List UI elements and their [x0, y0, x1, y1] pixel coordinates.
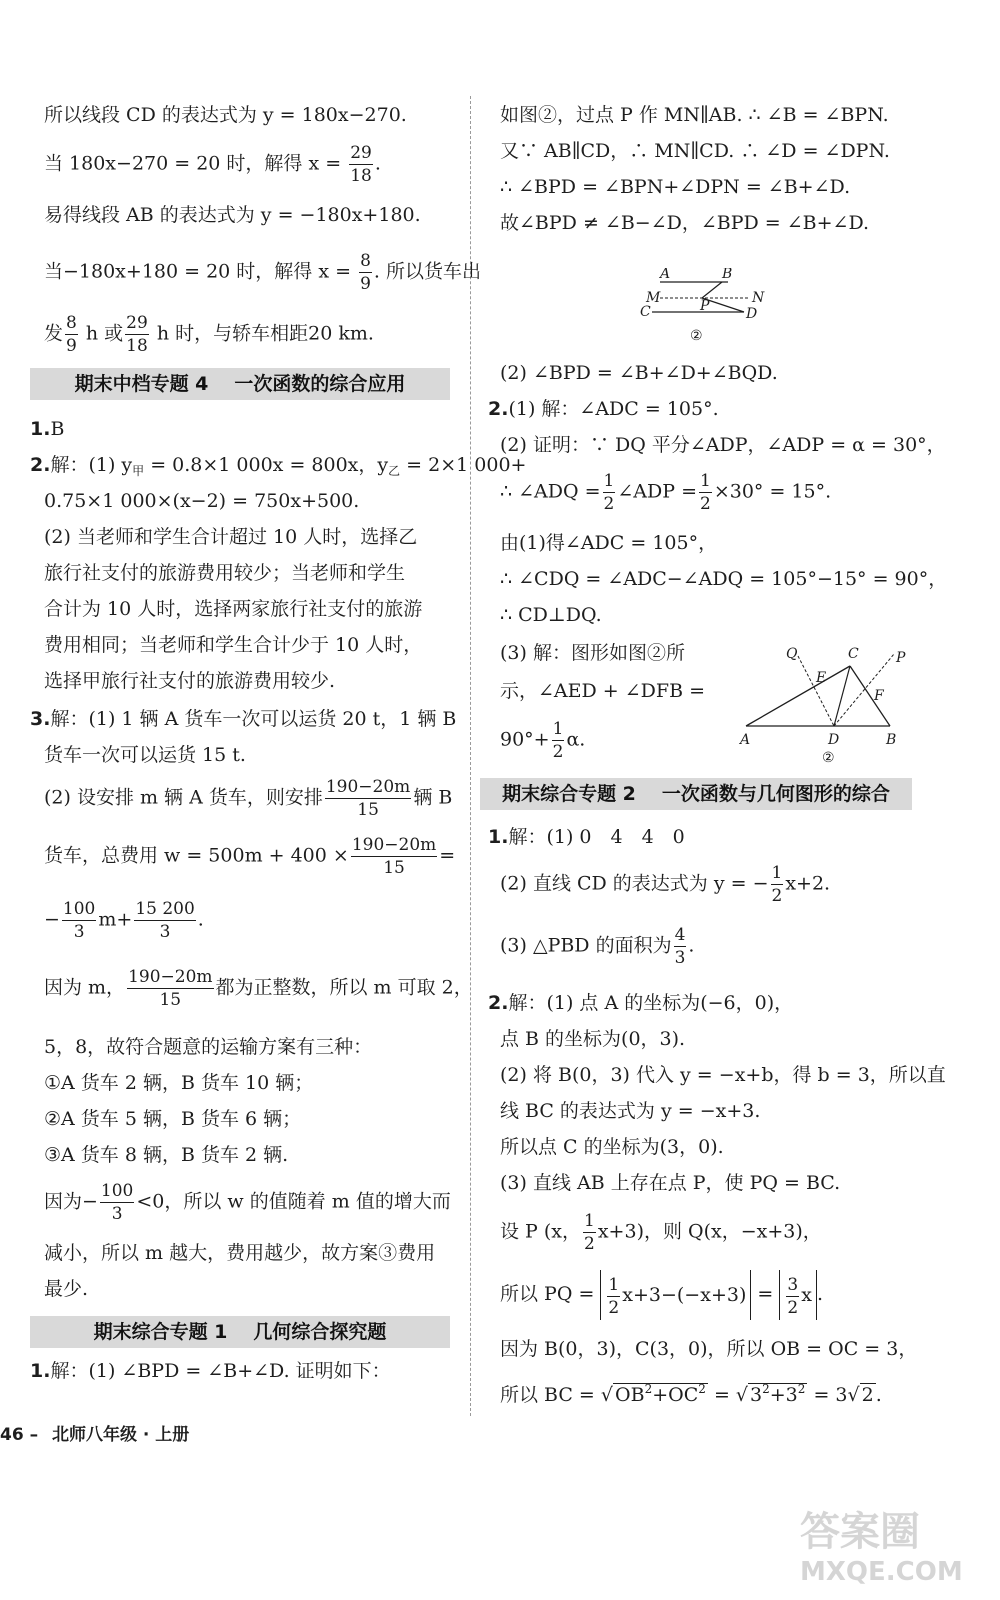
text-line: 因为− $\frac{100}{3}$ <0，所以 w 的值随着 m 值的增大而	[44, 1181, 451, 1224]
figure-triangle	[736, 642, 916, 766]
label-B: B	[722, 268, 733, 282]
text-line: (3) 直线 AB 上存在点 P，使 PQ = BC.	[500, 1172, 841, 1194]
text-line: 合计为 10 人时，选择两家旅行社支付的旅游	[44, 598, 423, 620]
text-line: ①A 货车 2 辆，B 货车 10 辆；	[44, 1072, 314, 1094]
label-F: F	[874, 688, 884, 704]
text-line: 因为 B(0，3)，C(3，0)，所以 OB = OC = 3，	[500, 1338, 918, 1360]
label-N: N	[752, 290, 765, 306]
text-line: 所以 PQ = $\frac{1}{2}$ x+3−(−x+3) = $\frac{3}{2}$ x .	[500, 1270, 823, 1320]
text-line: 货车，总费用 w = 500m + 400 × $\frac{190-20m}{15}$ =	[44, 835, 456, 878]
text-line: (2) 将 B(0，3) 代入 y = −x+b，得 b = 3，所以直	[500, 1064, 946, 1086]
label-A: A	[740, 732, 751, 748]
label-C: C	[848, 646, 859, 662]
text-line: 货车一次可以运货 15 t.	[44, 744, 246, 766]
text-line: ②A 货车 5 辆，B 货车 6 辆；	[44, 1108, 302, 1130]
text-line: 因为 m， $\frac{190-20m}{15}$ 都为正整数，所以 m 可取 2，	[44, 967, 473, 1010]
text-line: 设 P (x， $\frac{1}{2}$ x+3)，则 Q(x，−x+3)，	[500, 1211, 822, 1254]
text-line: 又∵ AB∥CD，∴ MN∥CD. ∴ ∠D = ∠DPN.	[500, 140, 890, 162]
text-line: − $\frac{100}{3}$ m+ $\frac{15 200}{3}$ .	[44, 899, 204, 942]
text-line: 发 $\frac{8}{9}$ h 或 $\frac{29}{18}$ h 时，与轿车相距20 km.	[44, 313, 374, 356]
text-line: ∴ ∠BPD = ∠BPN+∠DPN = ∠B+∠D.	[500, 176, 851, 198]
section-heading: 期末综合专题 1 几何综合探究题	[30, 1316, 450, 1348]
text-line: (2) 证明：∵ DQ 平分∠ADP，∠ADP = α = 30°，	[500, 434, 946, 456]
section-heading: 期末综合专题 2 一次函数与几何图形的综合	[480, 778, 912, 810]
text-line: ∴ ∠ADQ = $\frac{1}{2}$ ∠ADP = $\frac{1}{2}$ ×30° = 15°.	[500, 471, 832, 514]
text-line: (2) ∠BPD = ∠B+∠D+∠BQD.	[500, 362, 778, 384]
text-line: (2) 当老师和学生合计超过 10 人时，选择乙	[44, 526, 418, 548]
label-P: P	[700, 298, 710, 314]
text-line: (3) 解：图形如图②所	[500, 642, 685, 664]
label-M: M	[646, 290, 661, 306]
fraction: $\frac{15 200}{3}$	[135, 899, 195, 942]
text-line: 由(1)得∠ADC = 105°，	[500, 532, 718, 554]
absolute-value: $\frac{1}{2}$ x+3−(−x+3)	[600, 1270, 751, 1320]
text-line: 示，∠AED + ∠DFB =	[500, 680, 706, 702]
fraction: $\frac{8}{9}$	[66, 313, 77, 356]
figure-parallel-lines	[638, 268, 778, 350]
text-line: 旅行社支付的旅游费用较少；当老师和学生	[44, 562, 406, 584]
text-line: 点 B 的坐标为(0，3).	[500, 1028, 686, 1050]
question-1: 1.B	[30, 418, 65, 440]
label-D: D	[828, 732, 840, 748]
text-line: 最少.	[44, 1278, 89, 1300]
fraction: $\frac{8}{9}$	[360, 251, 371, 294]
question-3: 3.解：(1) 1 辆 A 货车一次可以运货 20 t，1 辆 B	[30, 708, 457, 730]
question-1: 1.解：(1) 0 4 4 0	[488, 826, 685, 848]
text-line: 当−180x+180 = 20 时，解得 x = $\frac{8}{9}$ . 所以货车出	[44, 251, 481, 294]
fraction: $\frac{190-20m}{15}$	[325, 777, 411, 820]
text-line: 线 BC 的表达式为 y = −x+3.	[500, 1100, 761, 1122]
fraction: $\frac{4}{3}$	[674, 925, 686, 968]
question-2: 2.(1) 解：∠ADC = 105°.	[488, 398, 719, 420]
figure-caption: ②	[822, 750, 835, 766]
text-line: 故∠BPD ≠ ∠B−∠D，∠BPD = ∠B+∠D.	[500, 212, 870, 234]
text-line: 易得线段 AB 的表达式为 y = −180x+180.	[44, 204, 421, 226]
question-2: 2.解：(1) 点 A 的坐标为(−6，0)，	[488, 992, 794, 1014]
label-Q: Q	[786, 646, 798, 662]
watermark-logo: 答案圈 MXQE.COM	[800, 1509, 963, 1587]
geometry-question-1: 1.解：(1) ∠BPD = ∠B+∠D. 证明如下：	[30, 1360, 391, 1382]
text-line: 减小，所以 m 越大，费用越少，故方案③费用	[44, 1242, 436, 1264]
text-line: 所以 BC = √ $OB^2+OC^2$ = √ $3^2+3^2 = 3√$ 2 .	[500, 1382, 882, 1406]
fraction: $\frac{1}{2}$	[552, 719, 564, 762]
fraction: $\frac{29}{18}$	[126, 313, 148, 356]
text-line: 90°+ $\frac{1}{2}$ α.	[500, 719, 586, 762]
text-line: ③A 货车 8 辆，B 货车 2 辆.	[44, 1144, 289, 1166]
fraction: $\frac{1}{2}$	[584, 1211, 595, 1254]
text-line: ∴ CD⊥DQ.	[500, 604, 602, 626]
label-C: C	[640, 304, 651, 320]
text-line: 当 180x−270 = 20 时，解得 x = $\frac{29}{18}$ .	[44, 143, 381, 186]
text-line: (2) 直线 CD 的表达式为 y = − $\frac{1}{2}$ x+2.	[500, 863, 831, 906]
absolute-value: $\frac{3}{2}$ x	[779, 1270, 817, 1320]
figure-caption: ②	[690, 328, 703, 344]
label-A: A	[660, 268, 671, 282]
fraction: $\frac{1}{2}$	[603, 471, 615, 514]
fraction: $\frac{100}{3}$	[62, 899, 96, 942]
label-D: D	[746, 306, 758, 322]
text-line: 选择甲旅行社支付的旅游费用较少.	[44, 670, 336, 692]
page-footer: 46 – 北师八年级 · 上册	[0, 1425, 190, 1445]
page-number: 46	[0, 1425, 24, 1445]
text-line: 5，8，故符合题意的运输方案有三种：	[44, 1036, 373, 1058]
label-B: B	[886, 732, 897, 748]
fraction: $\frac{190-20m}{15}$	[128, 967, 213, 1010]
label-P: P	[896, 650, 906, 666]
text-line: 如图②，过点 P 作 MN∥AB. ∴ ∠B = ∠BPN.	[500, 104, 889, 126]
section-heading: 期末中档专题 4 一次函数的综合应用	[30, 368, 450, 400]
fraction: $\frac{1}{2}$	[700, 471, 711, 514]
text-line: 费用相同；当老师和学生合计少于 10 人时，	[44, 634, 423, 656]
fraction: $\frac{29}{18}$	[350, 143, 372, 186]
fraction: $\frac{190-20m}{15}$	[351, 835, 437, 878]
label-E: E	[816, 670, 827, 686]
text-line: 所以线段 CD 的表达式为 y = 180x−270.	[44, 104, 407, 126]
fraction: $\frac{1}{2}$	[771, 863, 783, 906]
text-line: (2) 设安排 m 辆 A 货车，则安排 $\frac{190-20m}{15}$ 辆 B	[44, 777, 453, 820]
book-title: 北师八年级 · 上册	[52, 1425, 190, 1445]
text-line: 0.75×1 000×(x−2) = 750x+500.	[44, 490, 360, 512]
text-line: 所以点 C 的坐标为(3，0).	[500, 1136, 724, 1158]
question-2: 2.解：(1) $y_甲 = 0.8\times 1$ 000x = 800x，$y_乙 = 2\times 1$ 000+	[30, 454, 527, 478]
fraction: $\frac{100}{3}$	[100, 1181, 134, 1224]
text-line: ∴ ∠CDQ = ∠ADC−∠ADQ = 105°−15° = 90°，	[500, 568, 948, 590]
text-line: (3) △PBD 的面积为 $\frac{4}{3}$ .	[500, 925, 695, 968]
